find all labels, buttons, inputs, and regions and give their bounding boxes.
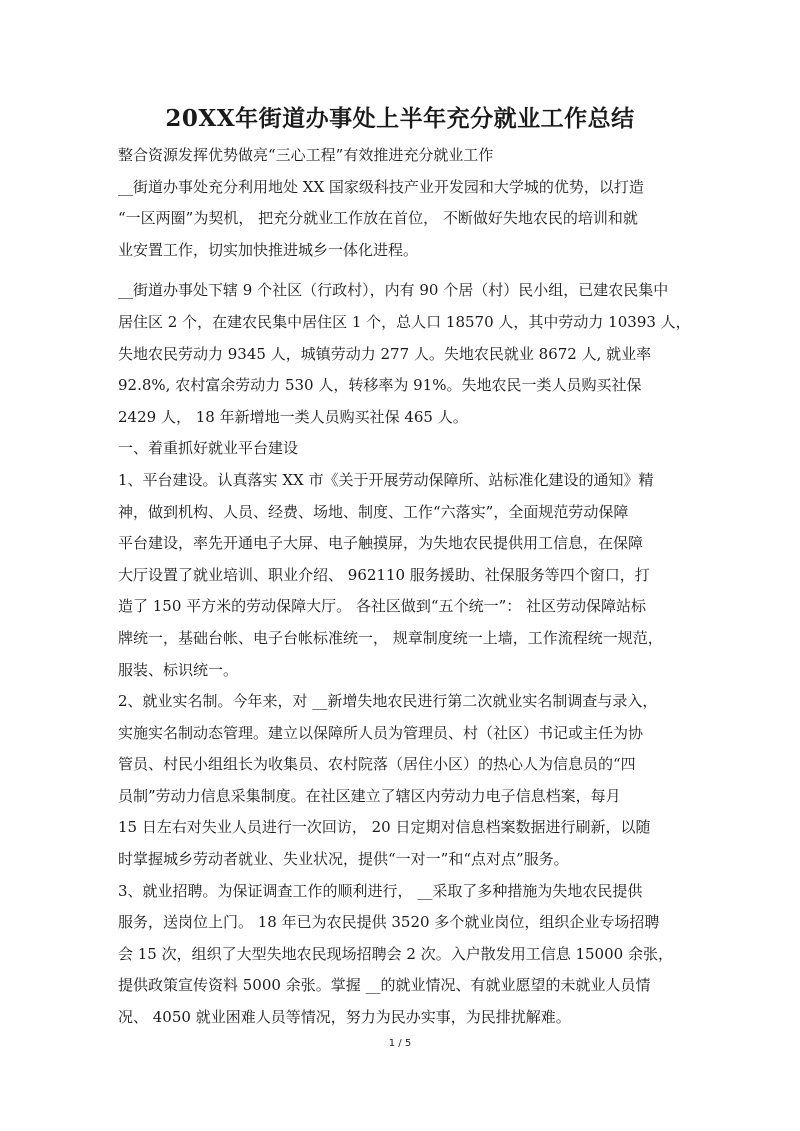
paragraph-line: 平台建设，率先开通电子大屏、电子触摸屏，为失地农民提供用工信息，在保障 xyxy=(118,534,644,553)
paragraph-line: 业安置工作，切实加快推进城乡一体化进程。 xyxy=(118,240,419,259)
paragraph-line: 牌统一，基础台帐、电子台帐标准统一， 规章制度统一上墙，工作流程统一规范， xyxy=(118,628,663,647)
paragraph-line: __街道办事处充分利用地处 XX 国家级科技产业开发园和大学城的优势，以打造 xyxy=(118,177,644,196)
paragraph-line: 况、 4050 就业困难人员等情况，努力为民办实事，为民排扰解难。 xyxy=(118,1008,571,1027)
paragraph-line: 提供政策宣传资料 5000 余张。掌握 __的就业情况、有就业愿望的未就业人员情 xyxy=(118,976,651,995)
paragraph-line: __街道办事处下辖 9 个社区（行政村），内有 90 个居（村）民小组，已建农民集中 xyxy=(118,281,669,300)
paragraph-line: 时掌握城乡劳动者就业、失业状况，提供“一对一”和“点对点”服务。 xyxy=(118,850,569,869)
paragraph-line: 15 日左右对失业人员进行一次回访， 20 日定期对信息档案数据进行刷新，以随 xyxy=(118,818,651,837)
page-number: 1 / 5 xyxy=(388,1038,412,1049)
paragraph-gap xyxy=(118,266,698,275)
paragraph-line: 造了 150 平方米的劳动保障大厅。 各社区做到“五个统一”： 社区劳动保障站标 xyxy=(118,597,647,616)
paragraph-line: 整合资源发挥优势做亮“三心工程”有效推进充分就业工作 xyxy=(118,146,494,164)
paragraph-line: 1、平台建设。认真落实 XX 市《关于开展劳动保障所、站标准化建设的通知》精 xyxy=(118,470,654,489)
paragraph-line: 大厅设置了就业培训、职业介绍、 962110 服务援助、社保服务等四个窗口，打 xyxy=(118,565,650,584)
document-body xyxy=(118,140,698,1034)
paragraph-line: “一区两圈”为契机， 把充分就业工作放在首位， 不断做好失地农民的培训和就 xyxy=(118,209,638,228)
paragraph-line: 居住区 2 个，在建农民集中居住区 1 个，总人口 18570 人，其中劳动力 10393 人， xyxy=(118,312,691,331)
paragraph-line: 神，做到机构、人员、经费、场地、制度、工作“六落实”，全面规范劳动保障 xyxy=(118,502,629,521)
paragraph-line: 92.8%, 农村富余劳动力 530 人，转移率为 91%。失地农民一类人员购买社保 xyxy=(118,376,642,395)
section-heading: 一、着重抓好就业平台建设 xyxy=(118,439,299,458)
paragraph-line: 实施实名制动态管理。建立以保障所人员为管理员、村（社区）书记或主任为协 xyxy=(118,723,644,742)
paragraph-line: 管员、村民小组组长为收集员、农村院落（居住小区）的热心人为信息员的“四 xyxy=(118,755,636,774)
paragraph-line: 服务，送岗位上门。 18 年已为农民提供 3520 多个就业岗位，组织企业专场招聘 xyxy=(118,913,660,932)
paragraph-line: 服装、标识统一。 xyxy=(118,660,239,679)
paragraph-line: 会 15 次，组织了大型失地农民现场招聘会 2 次。入户散发用工信息 15000 余张， xyxy=(118,944,673,963)
paragraph-line: 3、就业招聘。为保证调查工作的顺利进行， __采取了多种措施为失地农民提供 xyxy=(118,881,643,900)
document-title: 20XX年街道办事处上半年充分就业工作总结 xyxy=(165,105,635,132)
paragraph-line: 失地农民劳动力 9345 人，城镇劳动力 277 人。失地农民就业 8672 人, 就业率 xyxy=(118,344,652,363)
paragraph-line: 2429 人， 18 年新增地一类人员购买社保 465 人。 xyxy=(118,407,468,426)
paragraph-line: 2、就业实名制。今年来，对 __新增失地农民进行第二次就业实名制调查与录入， xyxy=(118,692,658,711)
paragraph-line: 员制”劳动力信息采集制度。在社区建立了辖区内劳动力电子信息档案，每月 xyxy=(118,786,621,805)
